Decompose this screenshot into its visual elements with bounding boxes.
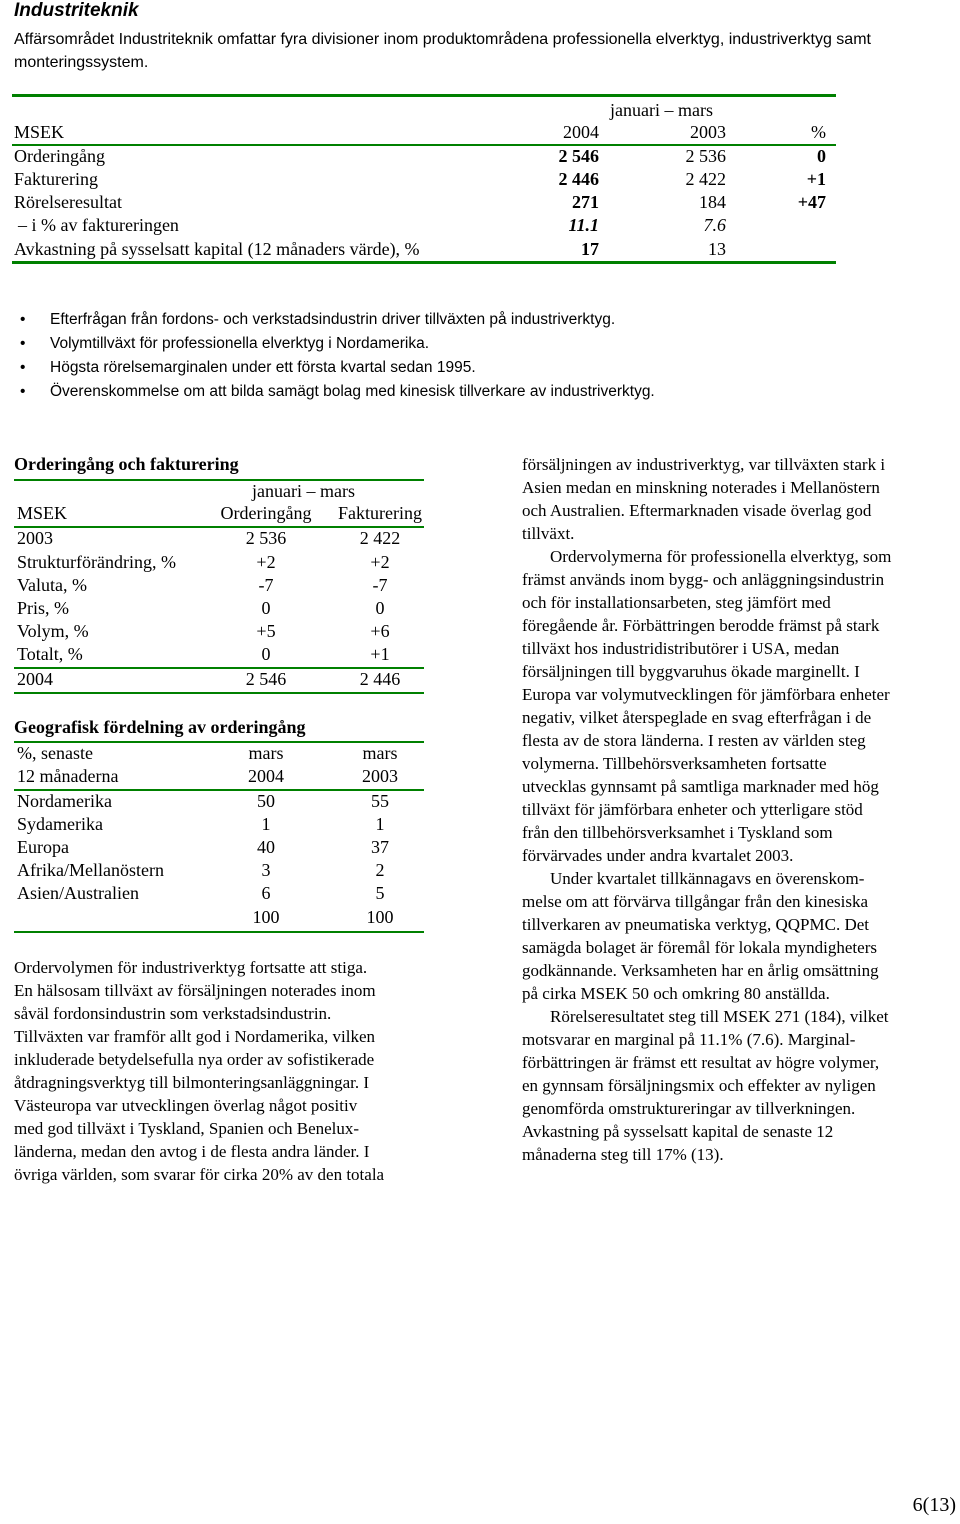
right-column-text — [522, 453, 958, 1166]
kf-row: Avkastning på sysselsatt kapital (12 månaders värde), % 17 13 — [14, 239, 726, 259]
text-line: främst används inom bygg- och anläggningsindustrin — [522, 570, 885, 589]
text-line: Asien medan en minskning noterades i Mellanöstern — [522, 478, 880, 497]
kf-header-row: MSEK 2004 2003 % — [14, 122, 826, 142]
table-row: Sydamerika 1 1 — [17, 814, 385, 834]
table-row: Volym, % +5 +6 — [17, 621, 390, 641]
text-line: tillväxt hos industridistributörer i USA, medan — [522, 639, 840, 658]
text-line: tillväxt. — [522, 524, 575, 543]
left-column-text: Ordervolymen för industriverktyg fortsatte att stiga. En hälsosam tillväxt av försäljningen noterades inom såväl fordonsindustrin som verkstadsindustrin. Tillväxten var framför allt god i Nordamerika, vilken inkluderade betydelsefulla nya order av sofistikerade åtdragningsverktyg till bilmonteringsanläggningar. I Västeuropa var utvecklingen överlag något positiv med god tillväxt i Tyskland, Spanien och Benelux- länderna, medan den avtog i de flesta andra länder. I övriga världen, som svarar för cirka 20% av den totala — [14, 958, 385, 1184]
table-row: Totalt, % 0 +1 — [17, 644, 390, 664]
text-line: Rörelseresultatet steg till MSEK 271 (184), vilket — [550, 1007, 889, 1026]
table-row: 2004 2 546 2 446 — [17, 669, 401, 689]
intro-paragraph: Affärsområdet Industriteknik omfattar fyra divisioner inom produktområdena professionella elverktyg, industriverktyg samt monteringssystem. — [14, 31, 871, 71]
orders-table-title: Orderingång och fakturering — [14, 454, 239, 474]
page-number: 6(13) — [912, 1494, 956, 1516]
text-line: och för installationsarbeten, steg jämfört med — [522, 593, 831, 612]
text-line: negativ, vilket återspeglade en svag efterfrågan i de — [522, 708, 872, 727]
orders-top-rule — [14, 479, 424, 481]
text-line: melse om att förvärva tillgångar från den kinesiska — [522, 892, 869, 911]
kf-row: Fakturering 2 446 2 422 +1 — [14, 169, 826, 189]
table-row: Valuta, % -7 -7 — [17, 575, 388, 595]
geo-table-title: Geografisk fördelning av orderingång — [14, 717, 306, 737]
geo-header-row: %, senaste mars mars — [17, 743, 398, 763]
text-line: en gynnsam försäljningsmix och effekter av nyligen — [522, 1076, 876, 1095]
kf-top-rule — [12, 94, 836, 97]
list-item: • Volymtillväxt för professionella elverktyg i Nordamerika. — [20, 335, 430, 352]
kf-row: – i % av faktureringen 11.1 7.6 — [18, 215, 726, 235]
text-line: föregående år. Förbättringen berodde främst på stark — [522, 616, 880, 635]
table-row: Europa 40 37 — [17, 837, 389, 857]
bullet-icon: • — [20, 383, 26, 400]
text-line: motsvarar en marginal på 11.1% (7.6). Marginal- — [522, 1030, 856, 1049]
geo-bottom-rule — [14, 931, 424, 933]
section-title: Industriteknik — [14, 0, 139, 21]
text-line: Ordervolymerna för professionella elverktyg, som — [550, 547, 892, 566]
list-item: • Överenskommelse om att bilda samägt bolag med kinesisk tillverkare av industriverktyg. — [20, 383, 655, 400]
text-line: samägda bolaget är föremål för lokala myndigheters — [522, 938, 877, 957]
text-line: tillverkaren av pneumatiska verktyg, QQPMC. Det — [522, 915, 870, 934]
highlights-list — [14, 311, 914, 407]
text-line: Under kvartalet tillkännagavs en överenskom- — [550, 869, 865, 888]
table-total-row: 100 100 — [252, 907, 394, 927]
table-row: Pris, % 0 0 — [17, 598, 385, 618]
kf-row: Rörelseresultat 271 184 +47 — [14, 192, 826, 212]
kf-row: Orderingång 2 546 2 536 0 — [14, 146, 826, 166]
bullet-icon: • — [20, 359, 26, 376]
kf-period-label: januari – mars — [610, 100, 713, 120]
bullet-icon: • — [20, 311, 26, 328]
text-line: tillväxt för jämförbara enheter och ytterligare stöd — [522, 800, 863, 819]
list-item: • Efterfrågan från fordons- och verkstadsindustrin driver tillväxten på industriverktyg. — [20, 311, 616, 328]
text-line: godkännande. Verksamheten har en årlig omsättning — [522, 961, 879, 980]
bullet-icon: • — [20, 335, 26, 352]
text-line: från den tillbehörsverksamhet i Tyskland som — [522, 823, 833, 842]
text-line: förbättringen är främst ett resultat av högre volymer, — [522, 1053, 880, 1072]
table-row: Afrika/Mellanöstern 3 2 — [17, 860, 385, 880]
text-line: Avkastning på sysselsatt kapital de senaste 12 — [522, 1122, 834, 1141]
text-line: volymerna. Tillbehörsverksamheten fortsatte — [522, 754, 827, 773]
kf-bottom-rule — [12, 261, 836, 264]
list-item: • Högsta rörelsemarginalen under ett första kvartal sedan 1995. — [20, 359, 476, 376]
text-line: och Australien. Eftermarknaden visade överlag god — [522, 501, 872, 520]
text-line: på cirka MSEK 50 och omkring 80 anställda. — [522, 984, 830, 1003]
geo-header-row: 12 månaderna 2004 2003 — [17, 766, 398, 786]
table-row: Asien/Australien 6 5 — [17, 883, 385, 903]
text-line: försäljningen av industriverktyg, var tillväxten stark i — [522, 455, 886, 474]
table-row: 2003 2 536 2 422 — [17, 528, 401, 548]
table-row: Strukturförändring, % +2 +2 — [17, 552, 390, 572]
table-row: Nordamerika 50 55 — [17, 791, 389, 811]
text-line: förvärvades under andra kvartalet 2003. — [522, 846, 794, 865]
text-line: genomförda omstruktureringar av tillverkningen. — [522, 1099, 856, 1118]
text-line: månaderna steg till 17% (13). — [522, 1145, 724, 1164]
text-line: utvecklas gynnsamt på samtliga marknader med hög — [522, 777, 879, 796]
text-line: försäljningen till byggvaruhus ökade marginellt. I — [522, 662, 860, 681]
orders-bottom-rule — [14, 692, 424, 694]
text-line: flesta av de stora länderna. I resten av världen steg — [522, 731, 866, 750]
orders-period-label: januari – mars — [252, 481, 355, 501]
orders-header-row: MSEK Orderingång Fakturering — [17, 503, 422, 523]
text-line: Europa var volymutvecklingen för jämförbara enheter — [522, 685, 890, 704]
